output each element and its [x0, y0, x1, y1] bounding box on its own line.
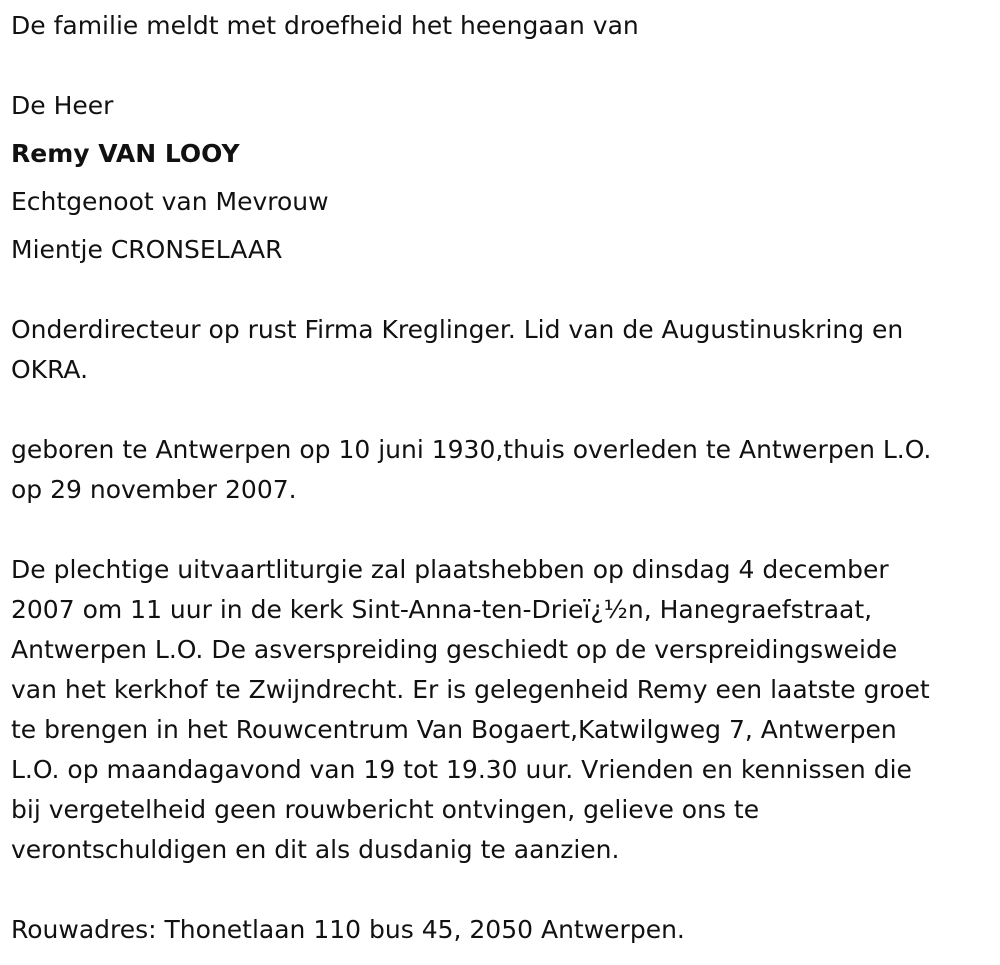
funeral-line: 2007 om 11 uur in de kerk Sint-Anna-ten-Drieï¿½n, Hanegraefstraat, [11, 595, 873, 624]
funeral-line: van het kerkhof te Zwijndrecht. Er is gelegenheid Remy een laatste groet [11, 675, 930, 704]
mourning-address: Rouwadres: Thonetlaan 110 bus 45, 2050 Antwerpen. [11, 915, 685, 944]
funeral-line: bij vergetelheid geen rouwbericht ontvingen, gelieve ons te [11, 795, 760, 824]
intro-text: De familie meldt met droefheid het heengaan van [11, 11, 639, 40]
deceased-title: De Heer [11, 91, 114, 120]
occupation-line-2: OKRA. [11, 355, 89, 384]
birth-death-line-1: geboren te Antwerpen op 10 juni 1930,thuis overleden te Antwerpen L.O. [11, 435, 932, 464]
spouse-label: Echtgenoot van Mevrouw [11, 187, 329, 216]
funeral-line: te brengen in het Rouwcentrum Van Bogaert,Katwilgweg 7, Antwerpen [11, 715, 897, 744]
spouse-name: Mientje CRONSELAAR [11, 235, 283, 264]
occupation-line-1: Onderdirecteur op rust Firma Kreglinger. Lid van de Augustinuskring en [11, 315, 904, 344]
funeral-line: Antwerpen L.O. De asverspreiding geschiedt op de verspreidingsweide [11, 635, 898, 664]
funeral-line: verontschuldigen en dit als dusdanig te aanzien. [11, 835, 620, 864]
funeral-line: De plechtige uitvaartliturgie zal plaatshebben op dinsdag 4 december [11, 555, 889, 584]
birth-death-line-2: op 29 november 2007. [11, 475, 297, 504]
funeral-line: L.O. op maandagavond van 19 tot 19.30 uur. Vrienden en kennissen die [11, 755, 912, 784]
deceased-name: Remy VAN LOOY [11, 139, 240, 168]
